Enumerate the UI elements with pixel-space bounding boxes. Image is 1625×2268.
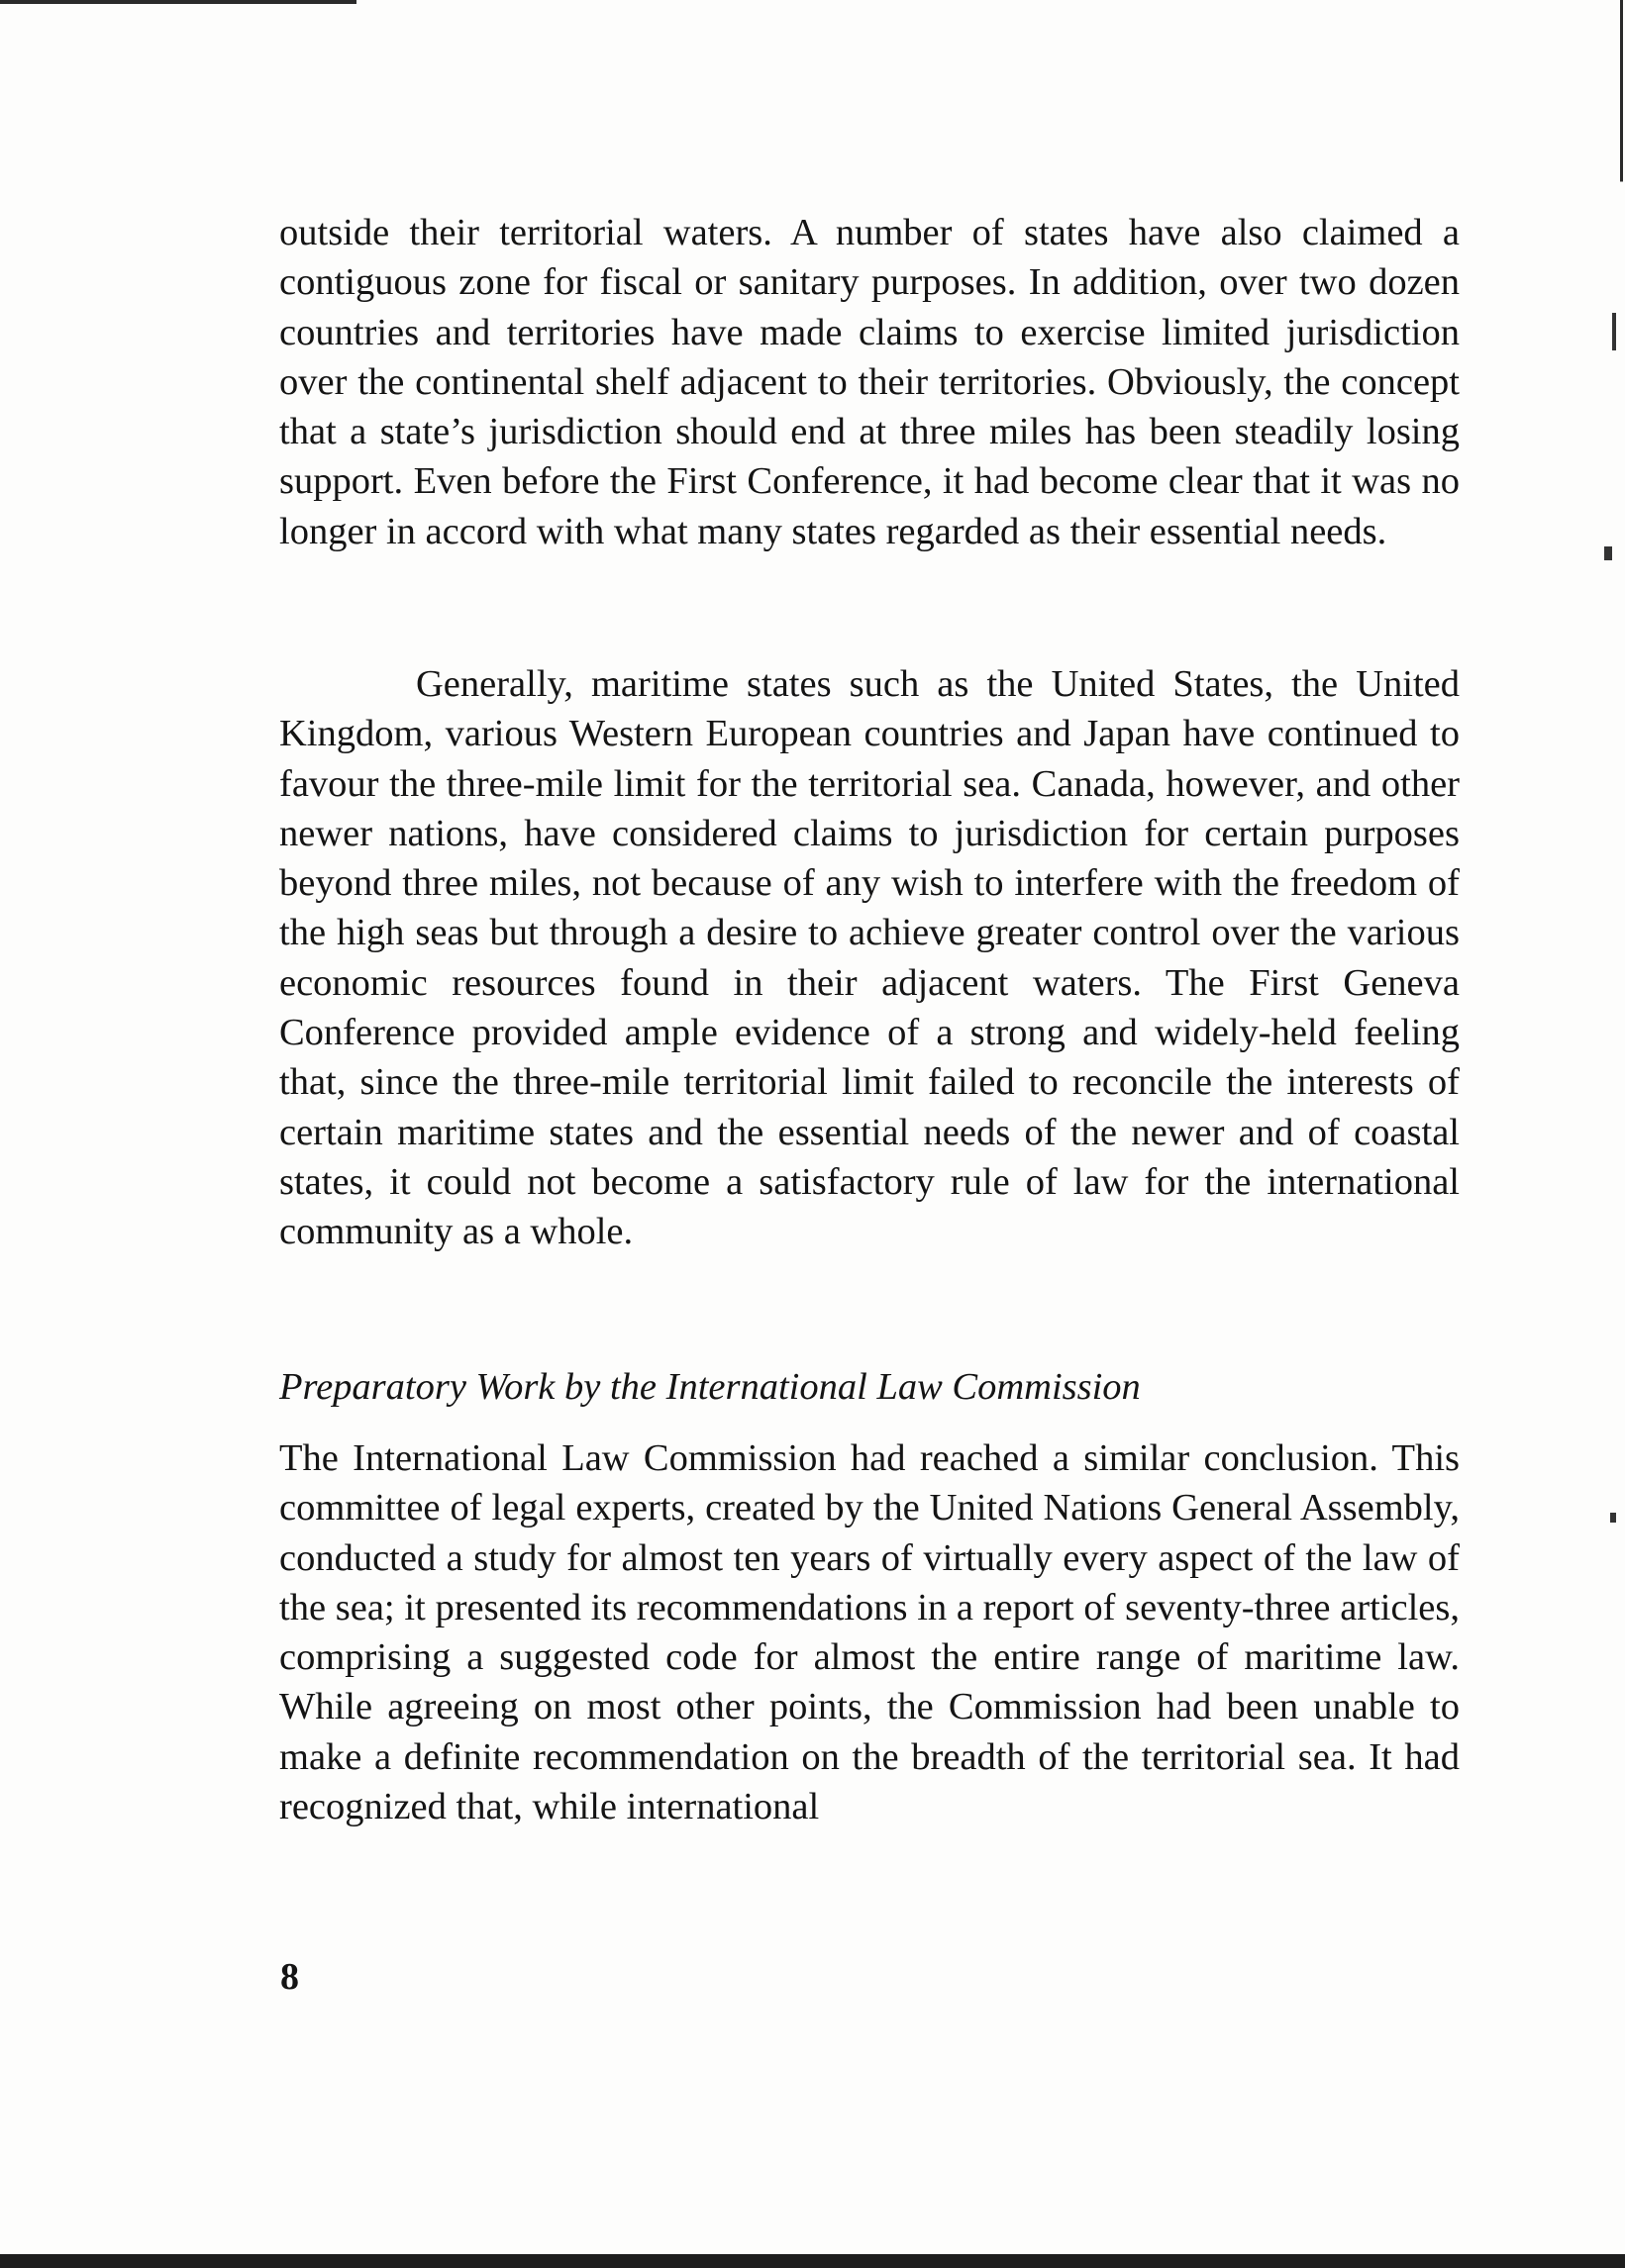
scan-edge-right (1620, 0, 1623, 2268)
body-paragraph-3: The International Law Commission had reached a similar conclusion. This committee of legal experts, created by the United Nations General Assembly, conducted a study for almost ten years of virtually every aspect of the law of the sea; it presented its recommendations in a report of seventy-three articles, comprising a suggested code for almost the entire range of maritime law. While agreeing on most other points, the Commission had been unable to make a definite recommendation on the breadth of the territorial sea. It had recognized that, while international (279, 1437, 1460, 1828)
scan-speck (1604, 546, 1612, 560)
scan-speck (1612, 313, 1616, 350)
body-paragraph-2: Generally, maritime states such as the United States, the United Kingdom, various Western European countries and Japan have continued to favour the three-mile limit for the territorial sea. Canada, however, and other newer nations, have considered claims to jurisdiction for certain purposes beyond three miles, not because of any wish to interfere with the freedom of the high seas but through a desire to achieve greater control over the various economic resources found in their adjacent waters. The First Geneva Conference provided ample evidence of a strong and widely-held feeling that, since the three-mile territorial limit failed to reconcile the interests of certain maritime states and the essential needs of the newer and of coastal states, it could not become a satisfactory rule of law for the international community as a whole. (279, 663, 1460, 1253)
scan-speck (1610, 1513, 1616, 1523)
scan-edge-top (0, 0, 356, 4)
scan-edge-bottom (0, 2254, 1625, 2268)
section-heading: Preparatory Work by the International Law Commission (279, 1366, 1141, 1408)
page-number: 8 (280, 1956, 299, 1998)
body-paragraph-1: outside their territorial waters. A number of states have also claimed a contiguous zone for fiscal or sanitary purposes. In addition, over two dozen countries and territories have made claims to exercise limited jurisdiction over the continental shelf adjacent to their territories. Obviously, the concept that a state’s jurisdiction should end at three miles has been steadily losing support. Even before the First Conference, it had become clear that it was no longer in accord with what many states regarded as their essential needs. (279, 212, 1460, 552)
